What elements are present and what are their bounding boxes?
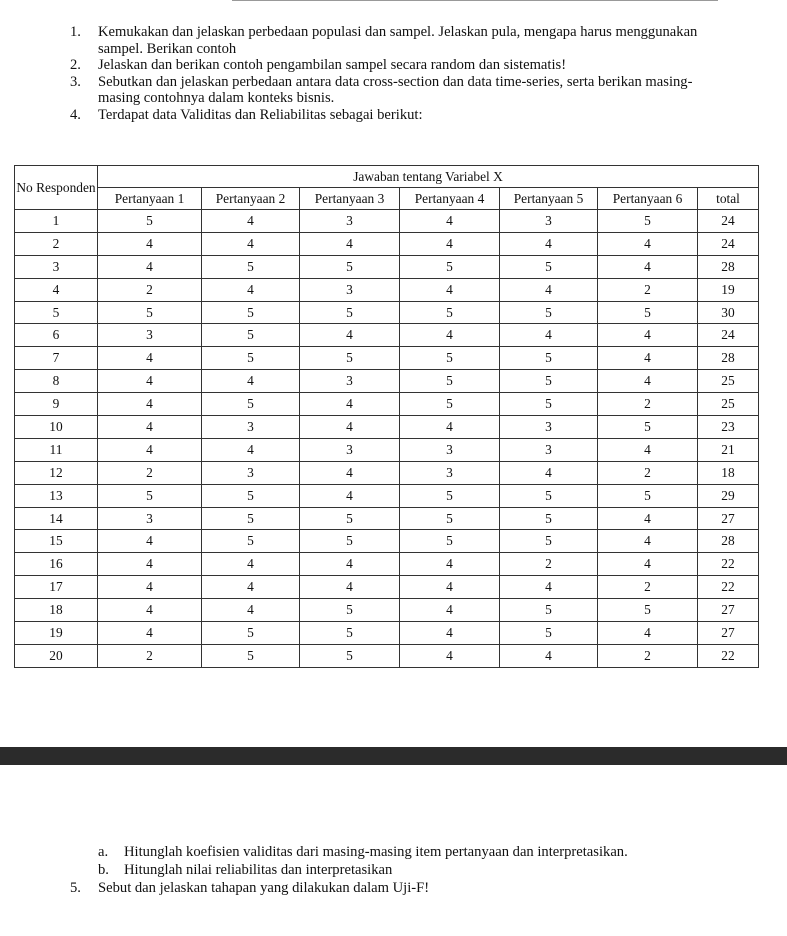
score-cell: 4: [202, 370, 300, 393]
total-cell: 23: [698, 416, 759, 439]
score-cell: 4: [98, 599, 202, 622]
table-header-row: [15, 166, 759, 188]
question-text: Sebutkan dan jelaskan perbedaan antara data cross-section dan data time-series, serta berikan masing-masing contohnya dalam konteks bisnis.: [98, 73, 693, 107]
respondent-number-cell: 3: [15, 255, 98, 278]
score-cell: 3: [300, 370, 400, 393]
score-cell: 4: [500, 576, 598, 599]
question-4: [70, 107, 710, 124]
score-cell: 5: [500, 507, 598, 530]
score-cell: 4: [598, 553, 698, 576]
total-cell: 19: [698, 278, 759, 301]
question-number: 4.: [70, 106, 81, 123]
score-cell: 5: [500, 393, 598, 416]
score-cell: 4: [400, 324, 500, 347]
score-cell: 5: [500, 370, 598, 393]
score-cell: 5: [500, 484, 598, 507]
question-column-header: Pertanyaan 4: [400, 188, 500, 210]
score-cell: 2: [98, 278, 202, 301]
question-1: [70, 24, 710, 57]
respondent-number-cell: 11: [15, 438, 98, 461]
question-column-header: Pertanyaan 2: [202, 188, 300, 210]
score-cell: 5: [202, 530, 300, 553]
respondent-number-cell: 1: [15, 210, 98, 233]
score-cell: 5: [400, 255, 500, 278]
table-row: [15, 232, 759, 255]
score-cell: 2: [598, 461, 698, 484]
respondent-number-cell: 9: [15, 393, 98, 416]
score-cell: 4: [98, 530, 202, 553]
score-cell: 4: [400, 232, 500, 255]
score-cell: 4: [598, 438, 698, 461]
score-cell: 5: [400, 301, 500, 324]
respondent-number-cell: 5: [15, 301, 98, 324]
question-5: [70, 879, 750, 897]
respondent-number-cell: 2: [15, 232, 98, 255]
question-text: Jelaskan dan berikan contoh pengambilan sampel secara random dan sistematis!: [98, 57, 567, 74]
validity-data-table: [14, 165, 759, 668]
score-cell: 4: [400, 278, 500, 301]
total-cell: 28: [698, 347, 759, 370]
score-cell: 5: [300, 530, 400, 553]
question-3: [70, 74, 710, 107]
table-row: [15, 576, 759, 599]
score-cell: 4: [98, 232, 202, 255]
score-cell: 5: [598, 599, 698, 622]
score-cell: 4: [598, 530, 698, 553]
score-cell: 4: [300, 484, 400, 507]
table-row: [15, 599, 759, 622]
question-number: 3.: [70, 73, 81, 90]
score-cell: 3: [98, 507, 202, 530]
total-cell: 24: [698, 210, 759, 233]
subquestion-text: Hitunglah koefisien validitas dari masing-masing item pertanyaan dan interpretasikan.: [124, 844, 628, 860]
score-cell: 5: [500, 347, 598, 370]
total-cell: 22: [698, 576, 759, 599]
score-cell: 4: [98, 255, 202, 278]
score-cell: 2: [598, 393, 698, 416]
respondent-number-cell: 13: [15, 484, 98, 507]
score-cell: 4: [300, 232, 400, 255]
total-cell: 27: [698, 599, 759, 622]
total-column-header: total: [698, 188, 759, 210]
score-cell: 4: [98, 393, 202, 416]
score-cell: 4: [400, 553, 500, 576]
score-cell: 4: [598, 255, 698, 278]
subquestion-a: [98, 843, 758, 861]
score-cell: 5: [300, 301, 400, 324]
score-cell: 5: [400, 530, 500, 553]
score-cell: 2: [500, 553, 598, 576]
score-cell: 5: [400, 370, 500, 393]
score-cell: 3: [400, 461, 500, 484]
total-cell: 24: [698, 324, 759, 347]
score-cell: 5: [500, 622, 598, 645]
respondent-header: No Responden: [15, 166, 98, 210]
score-cell: 2: [598, 278, 698, 301]
score-cell: 5: [500, 301, 598, 324]
total-cell: 18: [698, 461, 759, 484]
total-cell: 27: [698, 622, 759, 645]
score-cell: 5: [98, 210, 202, 233]
respondent-number-cell: 19: [15, 622, 98, 645]
column-header-row: [15, 188, 759, 210]
score-cell: 3: [202, 461, 300, 484]
score-cell: 2: [598, 576, 698, 599]
score-cell: 5: [202, 644, 300, 667]
score-cell: 4: [98, 553, 202, 576]
question-text: Sebut dan jelaskan tahapan yang dilakukan dalam Uji-F!: [98, 880, 430, 896]
subquestion-b: [98, 861, 758, 879]
score-cell: 3: [300, 278, 400, 301]
score-cell: 4: [500, 644, 598, 667]
respondent-number-cell: 8: [15, 370, 98, 393]
question-text: Terdapat data Validitas dan Reliabilitas sebagai berikut:: [98, 106, 423, 123]
score-cell: 5: [202, 507, 300, 530]
score-cell: 2: [98, 461, 202, 484]
score-cell: 5: [202, 324, 300, 347]
score-cell: 4: [300, 553, 400, 576]
score-cell: 4: [98, 416, 202, 439]
respondent-number-cell: 18: [15, 599, 98, 622]
score-cell: 5: [202, 347, 300, 370]
score-cell: 4: [300, 324, 400, 347]
score-cell: 5: [300, 255, 400, 278]
respondent-number-cell: 14: [15, 507, 98, 530]
respondent-number-cell: 17: [15, 576, 98, 599]
table-row: [15, 553, 759, 576]
table-body: [15, 210, 759, 668]
group-header: Jawaban tentang Variabel X: [98, 166, 759, 188]
question-number: 1.: [70, 24, 81, 40]
score-cell: 4: [98, 370, 202, 393]
score-cell: 5: [202, 484, 300, 507]
dark-divider-band: [0, 747, 787, 765]
score-cell: 5: [202, 622, 300, 645]
score-cell: 5: [598, 210, 698, 233]
subquestion-letter: a.: [98, 844, 109, 860]
question-number: 5.: [70, 880, 81, 896]
score-cell: 5: [400, 347, 500, 370]
score-cell: 2: [98, 644, 202, 667]
subquestion-list: [98, 843, 758, 879]
score-cell: 4: [300, 461, 400, 484]
total-cell: 25: [698, 393, 759, 416]
score-cell: 5: [202, 301, 300, 324]
score-cell: 4: [598, 324, 698, 347]
score-cell: 5: [400, 484, 500, 507]
score-cell: 4: [598, 507, 698, 530]
score-cell: 4: [400, 622, 500, 645]
score-cell: 3: [400, 438, 500, 461]
score-cell: 4: [202, 576, 300, 599]
score-cell: 4: [500, 232, 598, 255]
score-cell: 5: [300, 644, 400, 667]
table-row: [15, 461, 759, 484]
table-row: [15, 324, 759, 347]
total-cell: 22: [698, 644, 759, 667]
table-row: [15, 370, 759, 393]
score-cell: 5: [598, 484, 698, 507]
score-cell: 4: [202, 599, 300, 622]
score-cell: 5: [202, 255, 300, 278]
score-cell: 3: [300, 438, 400, 461]
score-cell: 5: [400, 393, 500, 416]
score-cell: 5: [500, 255, 598, 278]
score-cell: 4: [98, 622, 202, 645]
score-cell: 5: [98, 484, 202, 507]
respondent-number-cell: 10: [15, 416, 98, 439]
respondent-number-cell: 6: [15, 324, 98, 347]
score-cell: 3: [98, 324, 202, 347]
score-cell: 5: [598, 301, 698, 324]
table-row: [15, 530, 759, 553]
table-row: [15, 644, 759, 667]
question-column-header: Pertanyaan 5: [500, 188, 598, 210]
score-cell: 4: [98, 438, 202, 461]
total-cell: 24: [698, 232, 759, 255]
respondent-number-cell: 20: [15, 644, 98, 667]
score-cell: 4: [500, 324, 598, 347]
score-cell: 5: [300, 507, 400, 530]
table-row: [15, 301, 759, 324]
score-cell: 4: [300, 393, 400, 416]
subquestion-letter: b.: [98, 862, 109, 878]
score-cell: 4: [400, 576, 500, 599]
score-cell: 4: [202, 553, 300, 576]
question-column-header: Pertanyaan 3: [300, 188, 400, 210]
subquestion-text: Hitunglah nilai reliabilitas dan interpretasikan: [124, 862, 393, 878]
question-number: 2.: [70, 57, 81, 74]
table-row: [15, 393, 759, 416]
score-cell: 5: [500, 530, 598, 553]
score-cell: 4: [598, 232, 698, 255]
score-cell: 5: [98, 301, 202, 324]
score-cell: 4: [98, 576, 202, 599]
question-2: [70, 57, 710, 74]
score-cell: 4: [500, 461, 598, 484]
score-cell: 5: [300, 347, 400, 370]
respondent-number-cell: 16: [15, 553, 98, 576]
score-cell: 4: [598, 347, 698, 370]
question-column-header: Pertanyaan 1: [98, 188, 202, 210]
table-row: [15, 484, 759, 507]
total-cell: 30: [698, 301, 759, 324]
score-cell: 4: [400, 599, 500, 622]
score-cell: 4: [500, 278, 598, 301]
score-cell: 4: [202, 210, 300, 233]
score-cell: 4: [400, 210, 500, 233]
table-row: [15, 347, 759, 370]
score-cell: 4: [400, 416, 500, 439]
score-cell: 4: [202, 278, 300, 301]
score-cell: 5: [598, 416, 698, 439]
score-cell: 5: [300, 622, 400, 645]
question-list: [70, 24, 710, 124]
score-cell: 3: [500, 210, 598, 233]
score-cell: 5: [202, 393, 300, 416]
score-cell: 4: [98, 347, 202, 370]
score-cell: 3: [500, 416, 598, 439]
score-cell: 5: [400, 507, 500, 530]
score-cell: 3: [300, 210, 400, 233]
score-cell: 4: [300, 576, 400, 599]
total-cell: 27: [698, 507, 759, 530]
respondent-number-cell: 12: [15, 461, 98, 484]
score-cell: 5: [500, 599, 598, 622]
score-cell: 4: [202, 438, 300, 461]
respondent-number-cell: 4: [15, 278, 98, 301]
question-text: Kemukakan dan jelaskan perbedaan populasi dan sampel. Jelaskan pula, mengapa harus menggunakan sampel. Berikan contoh: [98, 24, 698, 57]
table-row: [15, 278, 759, 301]
score-cell: 4: [202, 232, 300, 255]
total-cell: 25: [698, 370, 759, 393]
score-cell: 5: [300, 599, 400, 622]
table-row: [15, 507, 759, 530]
top-divider: [232, 0, 718, 1]
total-cell: 21: [698, 438, 759, 461]
table-row: [15, 438, 759, 461]
score-cell: 4: [300, 416, 400, 439]
total-cell: 28: [698, 530, 759, 553]
total-cell: 22: [698, 553, 759, 576]
score-cell: 4: [400, 644, 500, 667]
score-cell: 3: [202, 416, 300, 439]
score-cell: 2: [598, 644, 698, 667]
total-cell: 28: [698, 255, 759, 278]
score-cell: 4: [598, 370, 698, 393]
respondent-number-cell: 7: [15, 347, 98, 370]
table-row: [15, 416, 759, 439]
table-row: [15, 622, 759, 645]
score-cell: 4: [598, 622, 698, 645]
table-row: [15, 210, 759, 233]
total-cell: 29: [698, 484, 759, 507]
score-cell: 3: [500, 438, 598, 461]
respondent-number-cell: 15: [15, 530, 98, 553]
question-column-header: Pertanyaan 6: [598, 188, 698, 210]
table-row: [15, 255, 759, 278]
